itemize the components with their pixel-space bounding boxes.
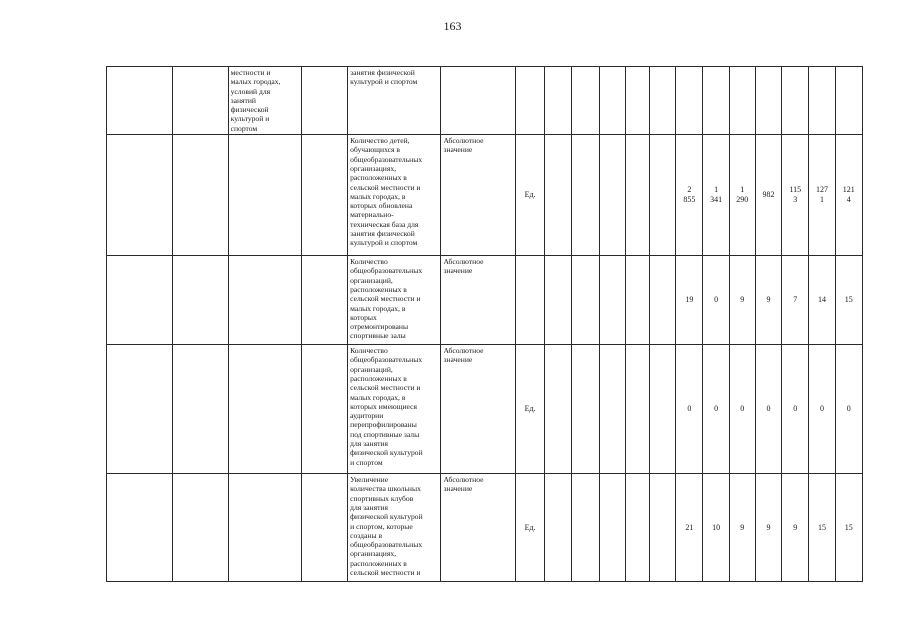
value-text: 982 — [762, 190, 775, 200]
table-row — [107, 345, 863, 474]
cell-unit — [515, 256, 544, 345]
cell-empty — [625, 67, 649, 135]
cell-value — [703, 135, 729, 256]
value-text: 0 — [687, 404, 692, 414]
value-text: 14 — [817, 295, 826, 305]
cell-value — [703, 256, 729, 345]
cell-col1 — [107, 345, 173, 474]
value-text: 127 1 — [815, 185, 828, 205]
cell-value — [755, 474, 781, 582]
cell-type — [441, 474, 515, 582]
table-row — [107, 67, 863, 135]
cell-value — [729, 256, 755, 345]
cell-value — [835, 135, 862, 256]
table-row — [107, 474, 863, 582]
cell-value — [809, 256, 835, 345]
cell-empty — [625, 256, 649, 345]
task-text: местности и малых городах, условий для занятий физической культурой и спортом — [230, 68, 281, 133]
cell-type — [441, 345, 515, 474]
cell-empty — [599, 67, 625, 135]
cell-value — [703, 67, 729, 135]
cell-unit — [515, 345, 544, 474]
cell-type — [441, 256, 515, 345]
cell-empty — [572, 135, 599, 256]
cell-empty — [545, 474, 572, 582]
cell-type — [441, 135, 515, 256]
table-row — [107, 135, 863, 256]
value-text: 7 — [793, 295, 798, 305]
cell-empty — [599, 474, 625, 582]
cell-task — [228, 345, 301, 474]
cell-empty — [545, 67, 572, 135]
cell-value — [729, 135, 755, 256]
cell-col1 — [107, 67, 173, 135]
cell-value — [676, 474, 703, 582]
unit-text: Ед. — [524, 522, 536, 532]
cell-empty — [545, 256, 572, 345]
cell-indicator — [348, 474, 441, 582]
type-text: Абсолютное значение — [443, 475, 484, 494]
cell-value — [676, 256, 703, 345]
cell-value — [755, 345, 781, 474]
cell-empty — [599, 345, 625, 474]
cell-value — [676, 345, 703, 474]
cell-value — [835, 256, 862, 345]
cell-value — [755, 135, 781, 256]
cell-empty — [572, 345, 599, 474]
cell-value — [782, 135, 809, 256]
value-text: 19 — [685, 295, 694, 305]
cell-value — [809, 67, 835, 135]
indicator-table — [106, 66, 863, 582]
value-text: 15 — [844, 522, 853, 532]
type-text: Абсолютное значение — [443, 346, 484, 365]
cell-type — [441, 67, 515, 135]
cell-empty — [572, 474, 599, 582]
cell-value — [703, 345, 729, 474]
value-text: 0 — [714, 404, 719, 414]
value-text: 0 — [714, 295, 719, 305]
table-row — [107, 256, 863, 345]
cell-value — [782, 67, 809, 135]
cell-empty — [650, 345, 676, 474]
cell-value — [676, 67, 703, 135]
cell-task — [228, 135, 301, 256]
cell-col2 — [173, 474, 229, 582]
type-text: Абсолютное значение — [443, 136, 484, 155]
value-text: 1 290 — [736, 185, 749, 205]
cell-unit — [515, 474, 544, 582]
cell-col4 — [302, 345, 348, 474]
cell-col1 — [107, 256, 173, 345]
cell-indicator — [348, 67, 441, 135]
cell-col2 — [173, 256, 229, 345]
value-text: 0 — [740, 404, 745, 414]
value-text: 9 — [766, 295, 771, 305]
value-text: 121 4 — [842, 185, 855, 205]
cell-empty — [625, 345, 649, 474]
cell-task — [228, 67, 301, 135]
cell-value — [835, 67, 862, 135]
cell-value — [676, 135, 703, 256]
cell-task — [228, 256, 301, 345]
cell-value — [729, 474, 755, 582]
cell-value — [755, 67, 781, 135]
cell-indicator — [348, 256, 441, 345]
cell-value — [703, 474, 729, 582]
cell-empty — [599, 135, 625, 256]
cell-empty — [625, 474, 649, 582]
table-body — [107, 67, 863, 582]
cell-empty — [650, 474, 676, 582]
cell-unit — [515, 135, 544, 256]
unit-text: Ед. — [524, 190, 536, 200]
indicator-text: Количество общеобразовательных организаций, расположенных в сельской местности и малых городах, в которых имеющиеся аудитории перепрофилированы под спортивные залы для занятия физической культурой и спортом — [350, 346, 423, 467]
value-text: 115 3 — [789, 185, 802, 205]
cell-value — [729, 345, 755, 474]
cell-col2 — [173, 67, 229, 135]
type-text: Абсолютное значение — [443, 257, 484, 276]
value-text: 0 — [819, 404, 824, 414]
value-text: 10 — [712, 522, 721, 532]
cell-value — [782, 474, 809, 582]
cell-col2 — [173, 135, 229, 256]
cell-empty — [650, 256, 676, 345]
value-text: 21 — [685, 522, 694, 532]
cell-empty — [545, 345, 572, 474]
value-text: 0 — [793, 404, 798, 414]
cell-empty — [650, 67, 676, 135]
value-text: 9 — [740, 522, 745, 532]
indicator-text: занятия физической культурой и спортом — [350, 68, 418, 87]
cell-col1 — [107, 135, 173, 256]
cell-task — [228, 474, 301, 582]
cell-value — [782, 256, 809, 345]
cell-col4 — [302, 256, 348, 345]
cell-indicator — [348, 135, 441, 256]
indicator-text: Количество общеобразовательных организаций, расположенных в сельской местности и малых городах, в которых отремонтированы спортивные залы — [350, 257, 423, 341]
cell-unit — [515, 67, 544, 135]
cell-col1 — [107, 474, 173, 582]
cell-empty — [599, 256, 625, 345]
cell-empty — [545, 135, 572, 256]
value-text: 2 855 — [683, 185, 696, 205]
cell-value — [729, 67, 755, 135]
value-text: 1 341 — [710, 185, 723, 205]
cell-empty — [572, 67, 599, 135]
page-number: 163 — [443, 19, 462, 33]
cell-empty — [650, 135, 676, 256]
indicator-text: Количество детей, обучающихся в общеобразовательных организациях, расположенных в сельской местности и малых городах, в которых обновлена материально- техническая база для занятия физической культурой и спортом — [350, 136, 423, 248]
cell-value — [809, 345, 835, 474]
value-text: 15 — [817, 522, 826, 532]
indicator-text: Увеличение количества школьных спортивных клубов для занятия физической культурой и спортом, которые созданы в общеобразовательных организациях, расположенных в сельской местности и — [350, 475, 423, 578]
value-text: 9 — [766, 522, 771, 532]
cell-empty — [572, 256, 599, 345]
cell-value — [809, 474, 835, 582]
cell-value — [755, 256, 781, 345]
value-text: 9 — [740, 295, 745, 305]
cell-col2 — [173, 345, 229, 474]
cell-indicator — [348, 345, 441, 474]
cell-empty — [625, 135, 649, 256]
cell-col4 — [302, 474, 348, 582]
unit-text: Ед. — [524, 404, 536, 414]
cell-col4 — [302, 135, 348, 256]
cell-value — [782, 345, 809, 474]
value-text: 0 — [846, 404, 851, 414]
cell-value — [835, 474, 862, 582]
cell-value — [809, 135, 835, 256]
cell-value — [835, 345, 862, 474]
value-text: 0 — [766, 404, 771, 414]
value-text: 9 — [793, 522, 798, 532]
cell-col4 — [302, 67, 348, 135]
value-text: 15 — [844, 295, 853, 305]
